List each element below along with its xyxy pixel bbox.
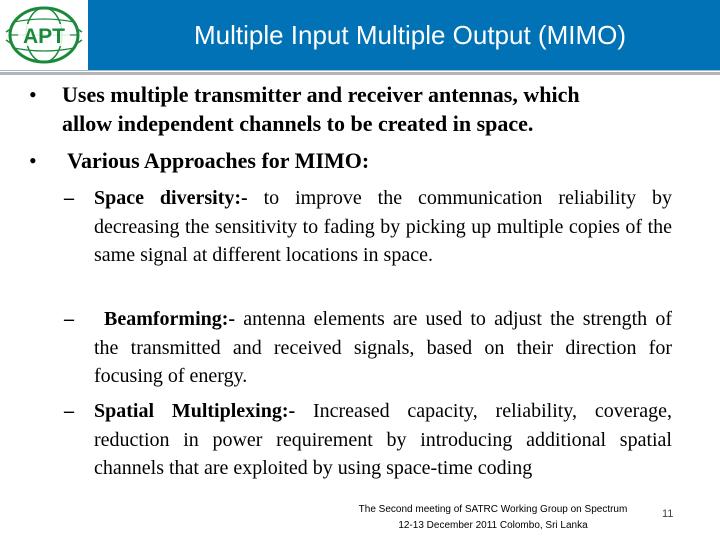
- sub-bullet-term: Beamforming:-: [104, 308, 236, 330]
- bullet-marker: •: [29, 148, 37, 173]
- sub-bullet-item: [64, 184, 672, 270]
- sub-bullet-text: antenna elements are used to adjust the strength of the transmitted and received signals, based on their direction for focusing of energy.: [94, 308, 672, 388]
- sub-bullet-item: [64, 305, 672, 391]
- bullet-text-line: allow independent channels to be created in space.: [62, 111, 534, 136]
- header-divider: [0, 70, 720, 71]
- bullet-item: [29, 80, 682, 138]
- bullet-text-line: Uses multiple transmitter and receiver antennas, which: [62, 82, 580, 107]
- page-number: 11: [662, 508, 674, 520]
- logo-text: APT: [23, 25, 65, 48]
- bullet-marker: •: [29, 82, 37, 107]
- sub-bullet-term: Space diversity:-: [94, 187, 248, 209]
- sub-bullet-term: Spatial Multiplexing:-: [94, 400, 296, 422]
- header-rule: [0, 72, 720, 75]
- footer-event: The Second meeting of SATRC Working Group on Spectrum: [358, 504, 628, 515]
- sub-bullet-marker: –: [64, 400, 74, 422]
- slide-header: [0, 0, 720, 70]
- apt-logo: [0, 0, 88, 70]
- sub-bullet-text: to improve the communication reliability by decreasing the sensitivity to fading by picking up multiple copies of the same signal at different locations in space.: [94, 187, 672, 267]
- globe-icon: [2, 2, 86, 68]
- slide-footer: [338, 502, 648, 534]
- footer-date-location: 12-13 December 2011 Colombo, Sri Lanka: [398, 520, 588, 531]
- sub-bullet-marker: –: [64, 308, 74, 330]
- bullet-item: [29, 146, 682, 175]
- sub-bullet-item: [64, 397, 672, 483]
- slide-title: Multiple Input Multiple Output (MIMO): [193, 20, 627, 50]
- bullet-text: Various Approaches for MIMO:: [62, 148, 370, 173]
- sub-bullet-text: Increased capacity, reliability, coverage, reduction in power requirement by introducing additional spatial channels that are exploited by using space-time coding: [94, 400, 672, 480]
- sub-bullet-marker: –: [64, 187, 74, 209]
